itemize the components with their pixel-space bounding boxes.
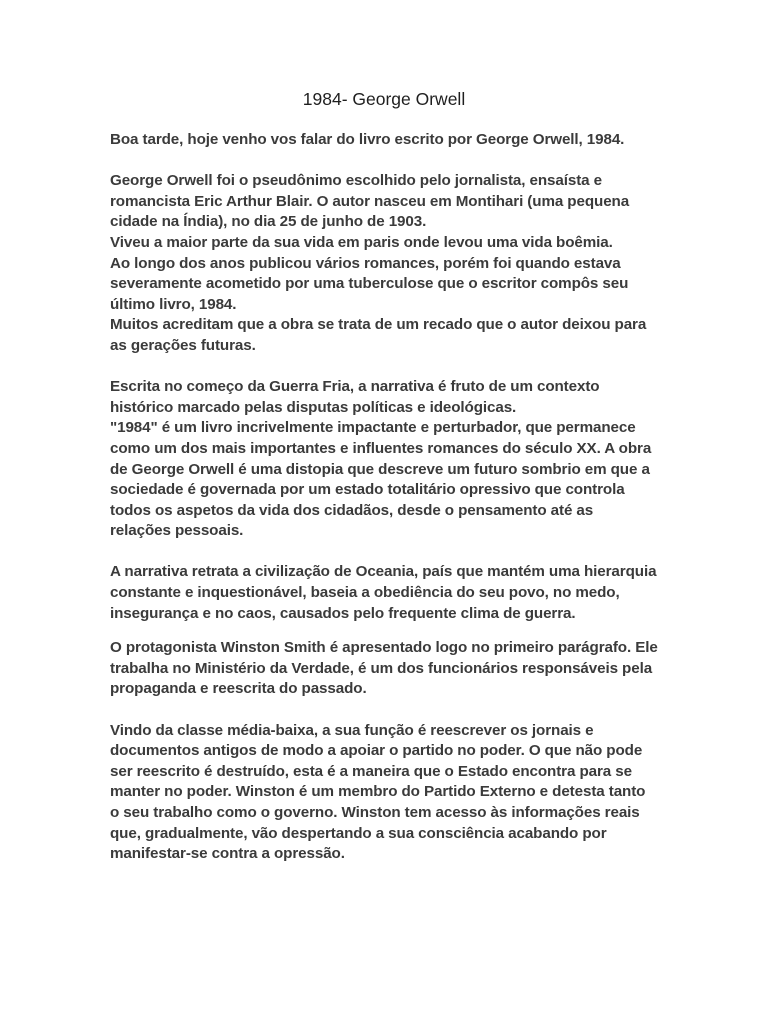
biography-paragraph-2: Viveu a maior parte da sua vida em paris onde levou uma vida boêmia. [110, 233, 613, 251]
intro-text: Boa tarde, hoje venho vos falar do livro escrito por George Orwell, 1984. [110, 131, 625, 148]
oceania-paragraph: A narrativa retrata a civilização de Oceania, país que mantém uma hierarquia constante e inquestionável, baseia a obediência do seu povo, no medo, insegurança e no caos, causados pelo frequente clima de guerra. [110, 563, 657, 622]
intro-paragraph [110, 130, 658, 151]
oceania-section [110, 562, 658, 624]
context-section [110, 377, 658, 542]
context-paragraph-1: Escrita no começo da Guerra Fria, a narrativa é fruto de um contexto histórico marcado pelas disputas políticas e ideológicas. [110, 378, 600, 416]
biography-paragraph-1: George Orwell foi o pseudônimo escolhido pelo jornalista, ensaísta e romancista Eric Arthur Blair. O autor nasceu em Montihari (uma pequena cidade na Índia), no dia 25 de junho de 1903. [110, 172, 630, 231]
context-paragraph-2: "1984" é um livro incrivelmente impactante e perturbador, que permanece como um dos mais importantes e influentes romances do século XX. A obra de George Orwell é uma distopia que descreve um futuro sombrio em que a sociedade é governada por um estado totalitário opressivo que controla todos os aspetos da vida dos cidadãos, desde o pensamento até as relações pessoais. [110, 419, 652, 540]
role-paragraph: Vindo da classe média-baixa, a sua função é reescrever os jornais e documentos antigos de modo a apoiar o partido no poder. O que não pode ser reescrito é destruído, esta é a maneira que o Estado encontra para se manter no poder. Winston é um membro do Partido Externo e detesta tanto o seu trabalho como o governo. Winston tem acesso às informações reais que, gradualmente, vão despertando a sua consciência acabando por manifestar-se contra a opressão. [110, 721, 646, 863]
biography-section [110, 171, 658, 356]
protagonist-section [110, 638, 658, 700]
protagonist-paragraph: O protagonista Winston Smith é apresentado logo no primeiro parágrafo. Ele trabalha no Ministério da Verdade, é um dos funcionários responsáveis pela propaganda e reescrita do passado. [110, 639, 658, 698]
biography-paragraph-3: Ao longo dos anos publicou vários romances, porém foi quando estava severamente acometido por uma tuberculose que o escritor compôs seu último livro, 1984. [110, 254, 629, 313]
document-title: 1984- George Orwell [302, 89, 466, 109]
role-section [110, 721, 658, 865]
biography-paragraph-4: Muitos acreditam que a obra se trata de um recado que o autor deixou para as gerações futuras. [110, 316, 647, 354]
